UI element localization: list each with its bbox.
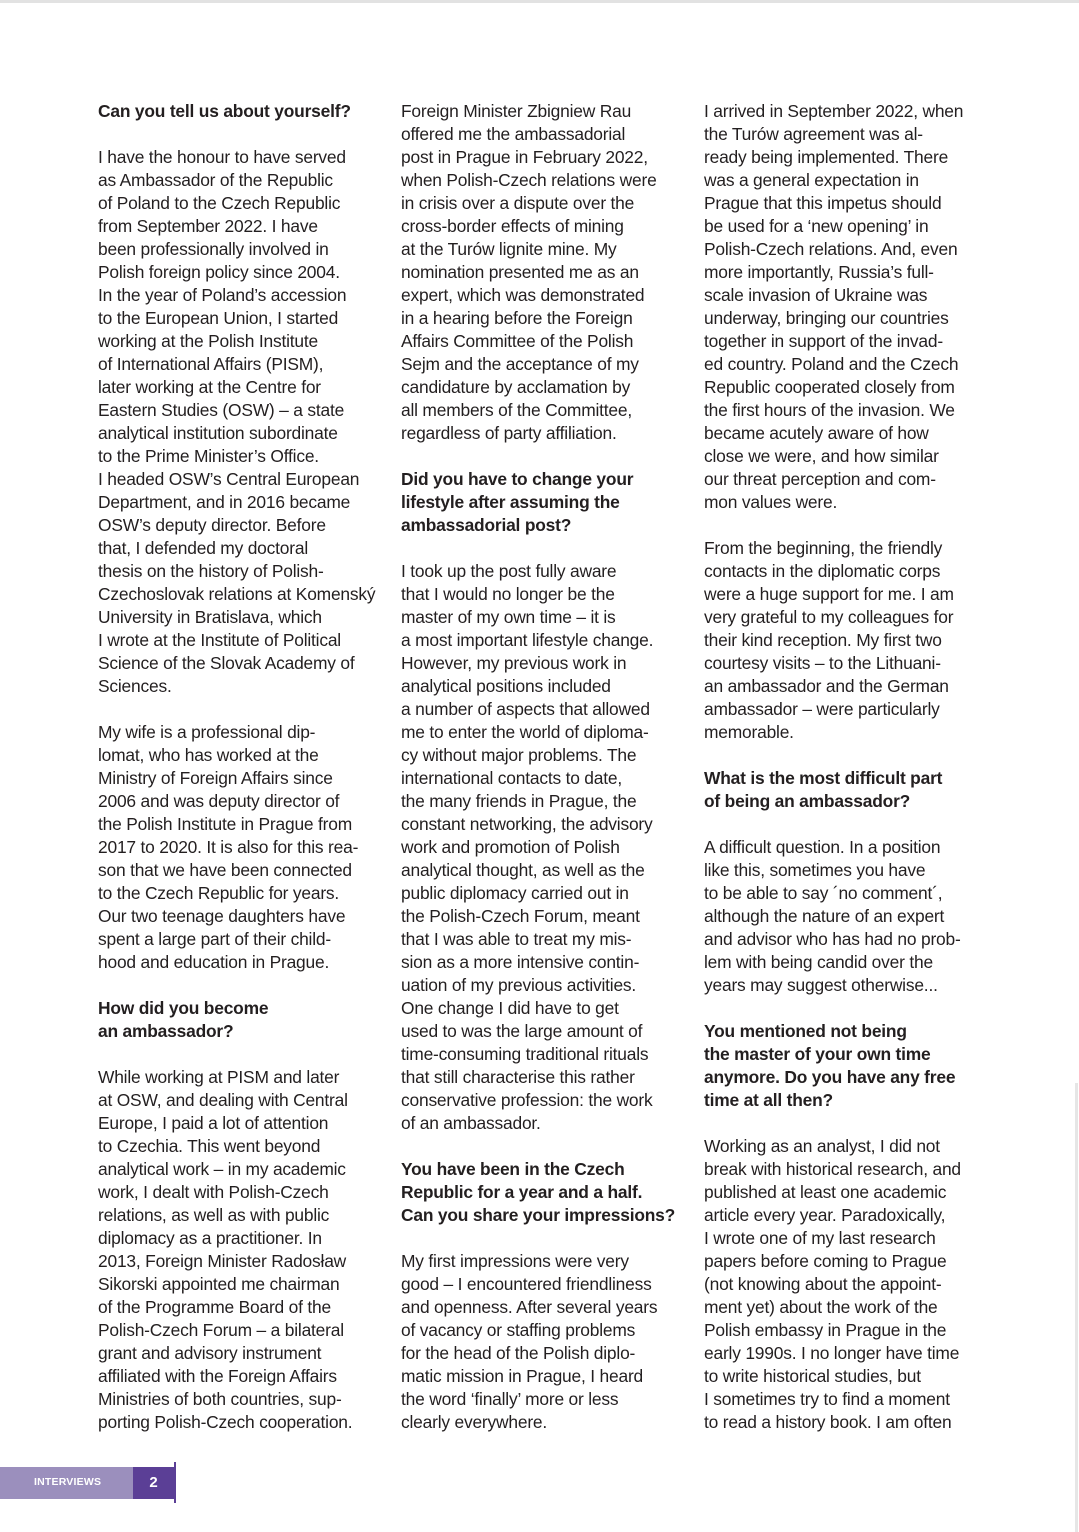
text-line: anymore. Do you have any free <box>704 1067 956 1087</box>
text-line: of the Programme Board of the <box>98 1297 331 1317</box>
text-line: I arrived in September 2022, when <box>704 101 964 121</box>
text-line: when Polish-Czech relations were <box>401 170 657 190</box>
text-line: lomat, who has worked at the <box>98 745 319 765</box>
text-line: together in support of the invad- <box>704 331 943 351</box>
text-line: an ambassador? <box>98 1021 234 1041</box>
interview-answer <box>401 100 691 445</box>
paragraph-gap <box>704 813 994 836</box>
text-line: How did you become <box>98 998 269 1018</box>
text-line: more importantly, Russia’s full- <box>704 262 934 282</box>
text-line: cross-border effects of mining <box>401 216 624 236</box>
text-line: analytical work – in my academic <box>98 1159 346 1179</box>
text-line: the many friends in Prague, the <box>401 791 637 811</box>
text-line: 2013, Foreign Minister Radosław <box>98 1251 347 1271</box>
text-line: Working as an analyst, I did not <box>704 1136 940 1156</box>
text-line: good – I encountered friendliness <box>401 1274 652 1294</box>
text-line: (not knowing about the appoint- <box>704 1274 942 1294</box>
text-line: me to enter the world of diploma- <box>401 722 649 742</box>
text-line: porting Polish-Czech cooperation. <box>98 1412 353 1432</box>
text-line: 2006 and was deputy director of <box>98 791 340 811</box>
text-line: papers before coming to Prague <box>704 1251 947 1271</box>
text-line: nomination presented me as an <box>401 262 639 282</box>
text-line: I headed OSW’s Central European <box>98 469 360 489</box>
text-line: Sejm and the acceptance of my <box>401 354 639 374</box>
interview-answer <box>98 1066 388 1434</box>
text-line: analytical thought, as well as the <box>401 860 645 880</box>
paragraph-gap <box>401 1135 691 1158</box>
text-line: lifestyle after assuming the <box>401 492 620 512</box>
text-line: to the Czech Republic for years. <box>98 883 340 903</box>
text-line: the Turów agreement was al- <box>704 124 923 144</box>
text-line: published at least one academic <box>704 1182 947 1202</box>
text-line: all members of the Committee, <box>401 400 632 420</box>
paragraph-gap <box>704 997 994 1020</box>
text-line: son that we have been connected <box>98 860 352 880</box>
text-line: was a general expectation in <box>704 170 919 190</box>
text-line: to write historical studies, but <box>704 1366 921 1386</box>
text-line: an ambassador and the German <box>704 676 949 696</box>
text-line: Czechoslovak relations at Komenský <box>98 584 376 604</box>
text-line: Polish foreign policy since 2004. <box>98 262 340 282</box>
text-line: international contacts to date, <box>401 768 622 788</box>
text-line: to the European Union, I started <box>98 308 339 328</box>
text-line: offered me the ambassadorial <box>401 124 626 144</box>
text-line: early 1990s. I no longer have time <box>704 1343 960 1363</box>
text-line: later working at the Centre for <box>98 377 321 397</box>
interview-question <box>704 1020 994 1112</box>
text-line: master of my own time – it is <box>401 607 616 627</box>
text-line: uation of my previous activities. <box>401 975 637 995</box>
text-line: Can you tell us about yourself? <box>98 101 351 121</box>
text-line: time at all then? <box>704 1090 833 1110</box>
text-line: at OSW, and dealing with Central <box>98 1090 348 1110</box>
text-line: and openness. After several years <box>401 1297 658 1317</box>
text-line: matic mission in Prague, I heard <box>401 1366 644 1386</box>
text-line: Science of the Slovak Academy of <box>98 653 355 673</box>
text-line: the first hours of the invasion. We <box>704 400 955 420</box>
text-line: regardless of party affiliation. <box>401 423 617 443</box>
paragraph-gap <box>98 698 388 721</box>
text-line: Sciences. <box>98 676 172 696</box>
text-line: break with historical research, and <box>704 1159 961 1179</box>
text-line: of Poland to the Czech Republic <box>98 193 341 213</box>
text-line: the word ‘finally’ more or less <box>401 1389 619 1409</box>
text-line: Department, and in 2016 became <box>98 492 351 512</box>
text-line: the Polish Institute in Prague from <box>98 814 352 834</box>
text-line: constant networking, the advisory <box>401 814 653 834</box>
text-line: the master of your own time <box>704 1044 931 1064</box>
paragraph-gap <box>704 744 994 767</box>
text-line: Affairs Committee of the Polish <box>401 331 634 351</box>
text-line: Sikorski appointed me chairman <box>98 1274 340 1294</box>
text-line: that I would no longer be the <box>401 584 615 604</box>
text-line: Europe, I paid a lot of attention <box>98 1113 329 1133</box>
text-line: in crisis over a dispute over the <box>401 193 635 213</box>
interview-answer <box>704 1135 994 1434</box>
text-line: 2017 to 2020. It is also for this rea- <box>98 837 359 857</box>
interview-answer <box>401 560 691 1135</box>
paragraph-gap <box>401 445 691 468</box>
text-line: very grateful to my colleagues for <box>704 607 954 627</box>
text-line: Can you share your impressions? <box>401 1205 676 1225</box>
text-line: ambassadorial post? <box>401 515 572 535</box>
text-line: I have the honour to have served <box>98 147 346 167</box>
interview-answer <box>704 100 994 514</box>
text-column-2 <box>401 100 691 1434</box>
text-line: of vacancy or staffing problems <box>401 1320 636 1340</box>
text-line: like this, sometimes you have <box>704 860 926 880</box>
text-line: contacts in the diplomatic corps <box>704 561 941 581</box>
text-line: from September 2022. I have <box>98 216 318 236</box>
text-line: OSW’s deputy director. Before <box>98 515 326 535</box>
text-line: diplomacy as a practitioner. In <box>98 1228 322 1248</box>
text-line: mon values were. <box>704 492 838 512</box>
text-line: as Ambassador of the Republic <box>98 170 333 190</box>
text-line: years may suggest otherwise... <box>704 975 938 995</box>
text-line: From the beginning, the friendly <box>704 538 943 558</box>
text-line: Did you have to change your <box>401 469 634 489</box>
text-line: ambassador – were particularly <box>704 699 940 719</box>
text-line: time-consuming traditional rituals <box>401 1044 649 1064</box>
text-line: However, my previous work in <box>401 653 627 673</box>
text-line: were a huge support for me. I am <box>704 584 954 604</box>
text-line: their kind reception. My first two <box>704 630 942 650</box>
text-line: working at the Polish Institute <box>98 331 318 351</box>
text-line: In the year of Poland’s accession <box>98 285 347 305</box>
text-line: thesis on the history of Polish- <box>98 561 324 581</box>
text-line: that still characterise this rather <box>401 1067 635 1087</box>
interview-question <box>704 767 994 813</box>
paragraph-gap <box>98 1043 388 1066</box>
page-number: 2 <box>133 1467 174 1499</box>
text-line: Republic cooperated closely from <box>704 377 955 397</box>
text-line: ed country. Poland and the Czech <box>704 354 959 374</box>
text-line: I sometimes try to find a moment <box>704 1389 950 1409</box>
text-line: to read a history book. I am often <box>704 1412 952 1432</box>
text-line: My wife is a professional dip- <box>98 722 316 742</box>
text-line: I wrote one of my last research <box>704 1228 936 1248</box>
text-line: ready being implemented. There <box>704 147 949 167</box>
interview-question <box>401 468 691 537</box>
text-line: be used for a ‘new opening’ in <box>704 216 929 236</box>
text-line: analytical institution subordinate <box>98 423 338 443</box>
text-line: expert, which was demonstrated <box>401 285 645 305</box>
text-line: candidature by acclamation by <box>401 377 631 397</box>
text-line: to Czechia. This went beyond <box>98 1136 321 1156</box>
text-column-1 <box>98 100 388 1434</box>
text-line: of International Affairs (PISM), <box>98 354 324 374</box>
text-line: Ministries of both countries, sup- <box>98 1389 342 1409</box>
text-line: Foreign Minister Zbigniew Rau <box>401 101 632 121</box>
text-line: been professionally involved in <box>98 239 329 259</box>
page-edge-shadow <box>1075 1083 1078 1532</box>
text-line: Our two teenage daughters have <box>98 906 346 926</box>
text-line: to be able to say ´no comment´, <box>704 883 943 903</box>
text-line: hood and education in Prague. <box>98 952 330 972</box>
paragraph-gap <box>401 537 691 560</box>
interview-question <box>401 1158 691 1227</box>
text-line: became acutely aware of how <box>704 423 929 443</box>
text-line: affiliated with the Foreign Affairs <box>98 1366 337 1386</box>
text-line: and advisor who has had no prob- <box>704 929 961 949</box>
text-line: clearly everywhere. <box>401 1412 548 1432</box>
text-line: used to was the large amount of <box>401 1021 643 1041</box>
interview-question <box>98 100 388 123</box>
interview-answer <box>401 1250 691 1434</box>
text-line: post in Prague in February 2022, <box>401 147 648 167</box>
text-line: that I was able to treat my mis- <box>401 929 632 949</box>
text-line: analytical positions included <box>401 676 611 696</box>
text-line: relations, as well as with public <box>98 1205 330 1225</box>
text-line: memorable. <box>704 722 794 742</box>
text-line: While working at PISM and later <box>98 1067 340 1087</box>
text-line: I took up the post fully aware <box>401 561 617 581</box>
text-line: cy without major problems. The <box>401 745 637 765</box>
text-line: Polish-Czech relations. And, even <box>704 239 958 259</box>
text-line: underway, bringing our countries <box>704 308 949 328</box>
text-line: courtesy visits – to the Lithuani- <box>704 653 941 673</box>
paragraph-gap <box>98 974 388 997</box>
text-line: lem with being candid over the <box>704 952 933 972</box>
interview-answer <box>704 537 994 744</box>
text-line: the Polish-Czech Forum, meant <box>401 906 640 926</box>
text-line: of being an ambassador? <box>704 791 911 811</box>
text-line: article every year. Paradoxically, <box>704 1205 946 1225</box>
interview-question <box>98 997 388 1043</box>
text-line: at the Turów lignite mine. My <box>401 239 617 259</box>
text-line: You have been in the Czech <box>401 1159 625 1179</box>
text-line: sion as a more intensive contin- <box>401 952 640 972</box>
text-line: spent a large part of their child- <box>98 929 331 949</box>
interview-answer <box>98 721 388 974</box>
text-line: Polish embassy in Prague in the <box>704 1320 947 1340</box>
text-line: My first impressions were very <box>401 1251 629 1271</box>
text-line: Polish-Czech Forum – a bilateral <box>98 1320 344 1340</box>
text-line: for the head of the Polish diplo- <box>401 1343 636 1363</box>
top-border <box>0 0 1079 3</box>
text-line: a number of aspects that allowed <box>401 699 650 719</box>
text-line: You mentioned not being <box>704 1021 907 1041</box>
footer-section-label: INTERVIEWS <box>34 1476 102 1488</box>
text-line: Republic for a year and a half. <box>401 1182 643 1202</box>
text-line: grant and advisory instrument <box>98 1343 322 1363</box>
text-line: One change I did have to get <box>401 998 619 1018</box>
text-line: conservative profession: the work <box>401 1090 653 1110</box>
interview-answer <box>98 146 388 698</box>
paragraph-gap <box>98 123 388 146</box>
text-line: public diplomacy carried out in <box>401 883 629 903</box>
text-line: Ministry of Foreign Affairs since <box>98 768 333 788</box>
text-line: our threat perception and com- <box>704 469 936 489</box>
text-column-3 <box>704 100 994 1434</box>
text-line: that, I defended my doctoral <box>98 538 308 558</box>
footer-divider <box>174 1462 176 1503</box>
text-line: What is the most difficult part <box>704 768 943 788</box>
text-line: although the nature of an expert <box>704 906 945 926</box>
text-line: a most important lifestyle change. <box>401 630 654 650</box>
text-line: close we were, and how similar <box>704 446 939 466</box>
text-line: Prague that this impetus should <box>704 193 942 213</box>
text-line: to the Prime Minister’s Office. <box>98 446 319 466</box>
paragraph-gap <box>704 514 994 537</box>
interview-answer <box>704 836 994 997</box>
text-line: University in Bratislava, which <box>98 607 322 627</box>
text-line: A difficult question. In a position <box>704 837 941 857</box>
text-line: ment yet) about the work of the <box>704 1297 938 1317</box>
text-line: work, I dealt with Polish-Czech <box>98 1182 329 1202</box>
text-line: Eastern Studies (OSW) – a state <box>98 400 345 420</box>
paragraph-gap <box>704 1112 994 1135</box>
text-line: in a hearing before the Foreign <box>401 308 633 328</box>
text-line: work and promotion of Polish <box>401 837 620 857</box>
text-line: I wrote at the Institute of Political <box>98 630 341 650</box>
text-line: of an ambassador. <box>401 1113 541 1133</box>
text-line: scale invasion of Ukraine was <box>704 285 928 305</box>
paragraph-gap <box>401 1227 691 1250</box>
